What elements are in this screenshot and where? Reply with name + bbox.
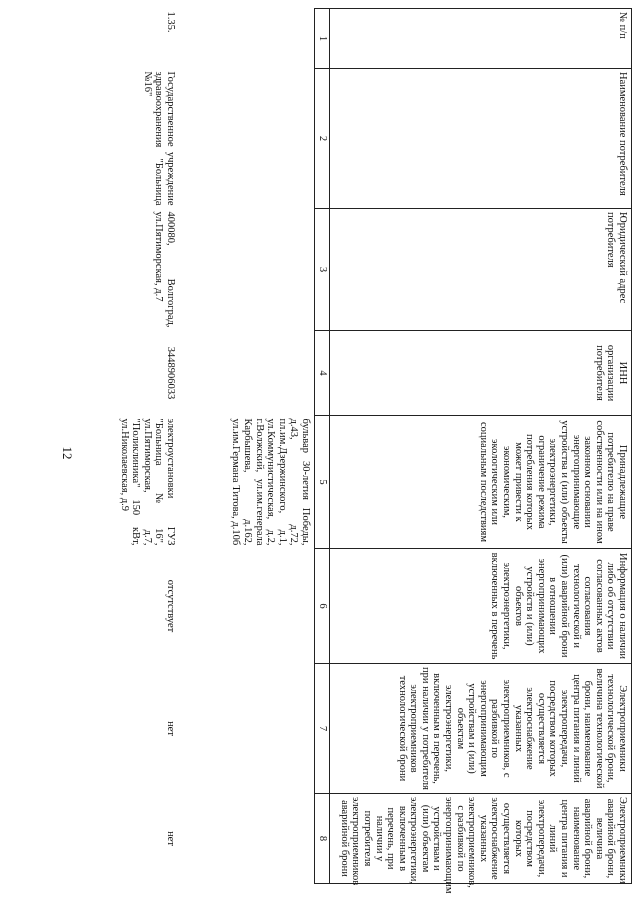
consumer-name: Государственное учреждение здравоохранения "Больница №16" [141, 71, 176, 206]
header-legal-address: Юридический адрес потребителя [330, 209, 632, 331]
column-number: 2 [315, 69, 330, 209]
emergency-reserve-value: нет [165, 831, 176, 846]
header-devices: Принадлежащие потребителю на праве собственности или на ином законном основании энергопринимающие устройства и (или) объекты электроэнергетики, ограничение режима потребления которых может привести к экономическим, экологическим или социальным последствиям [330, 416, 632, 549]
table-row [179, 9, 315, 884]
acts-value: отсутствует [165, 579, 176, 633]
column-number-row [315, 9, 330, 884]
column-number: 7 [315, 664, 330, 794]
tech-reserve-value: нет [165, 721, 176, 736]
consumer-table [36, 8, 632, 894]
header-tech-reserve: Электроприемники технологической брони, величина технологической брони, наименование центра питания и линий электропередачи, посредством которых осуществляется электроснабжение указанных электроприемников, с разбивкой по энергопринимающим устройствам и (или) объектам электроэнергетики, включенным в перечень, при наличии у потребителя электроприемников технологической брони [330, 664, 632, 794]
table-header-row [330, 9, 632, 884]
table-row [36, 9, 179, 884]
devices-value: электроустановки ГУЗ "Больница №16", ул.Пятиморская, д.7, "Поликлиника" 150 кВт, ул.Николаевская, д.9 [118, 418, 176, 546]
header-inn: ИНН организации потребителя [330, 331, 632, 416]
column-number: 3 [315, 209, 330, 331]
legal-address: 400080, Волгоград, ул.Пятиморская, д.7 [153, 211, 176, 328]
header-consumer-name: Наименование потребителя [330, 69, 632, 209]
page-number: 12 [60, 446, 75, 460]
header-num: № п/п [330, 9, 632, 69]
rotated-document-table [42, 8, 632, 894]
column-number: 8 [315, 794, 330, 884]
row-number: 1.35. [165, 11, 176, 33]
header-acts-info: Информация о наличии либо об отсутствии согласованных актов согласования технологической и (или) аварийной брони в отношении энергопринимающих устройств и (или) объектов электроэнергетики, включенных в перечень [330, 549, 632, 664]
column-number: 4 [315, 331, 330, 416]
inn-value: 3448906033 [165, 346, 176, 400]
column-number: 6 [315, 549, 330, 664]
column-number: 5 [315, 416, 330, 549]
continuation-devices: бульвар 30-летия Победы, д.43, д.72, пл.им.Дзержинского, д.1, ул.Коммунистическая, д.2, г.Волжский, ул.им.генерала Карбышева, д.162, ул.им.Германа Титова, д.10б [230, 418, 311, 546]
column-number: 1 [315, 9, 330, 69]
header-emergency-reserve: Электроприемники аварийной брони, величина аварийной брони, наименование центра питания и линий электропередачи, посредством которых осуществляется электроснабжение указанных электроприемников, с разбивкой по энергопринимающим устройствам и (или) объектам электроэнергетики, включенным в перечень, при наличии у потребителя электроприемников аварийной брони [330, 794, 632, 884]
